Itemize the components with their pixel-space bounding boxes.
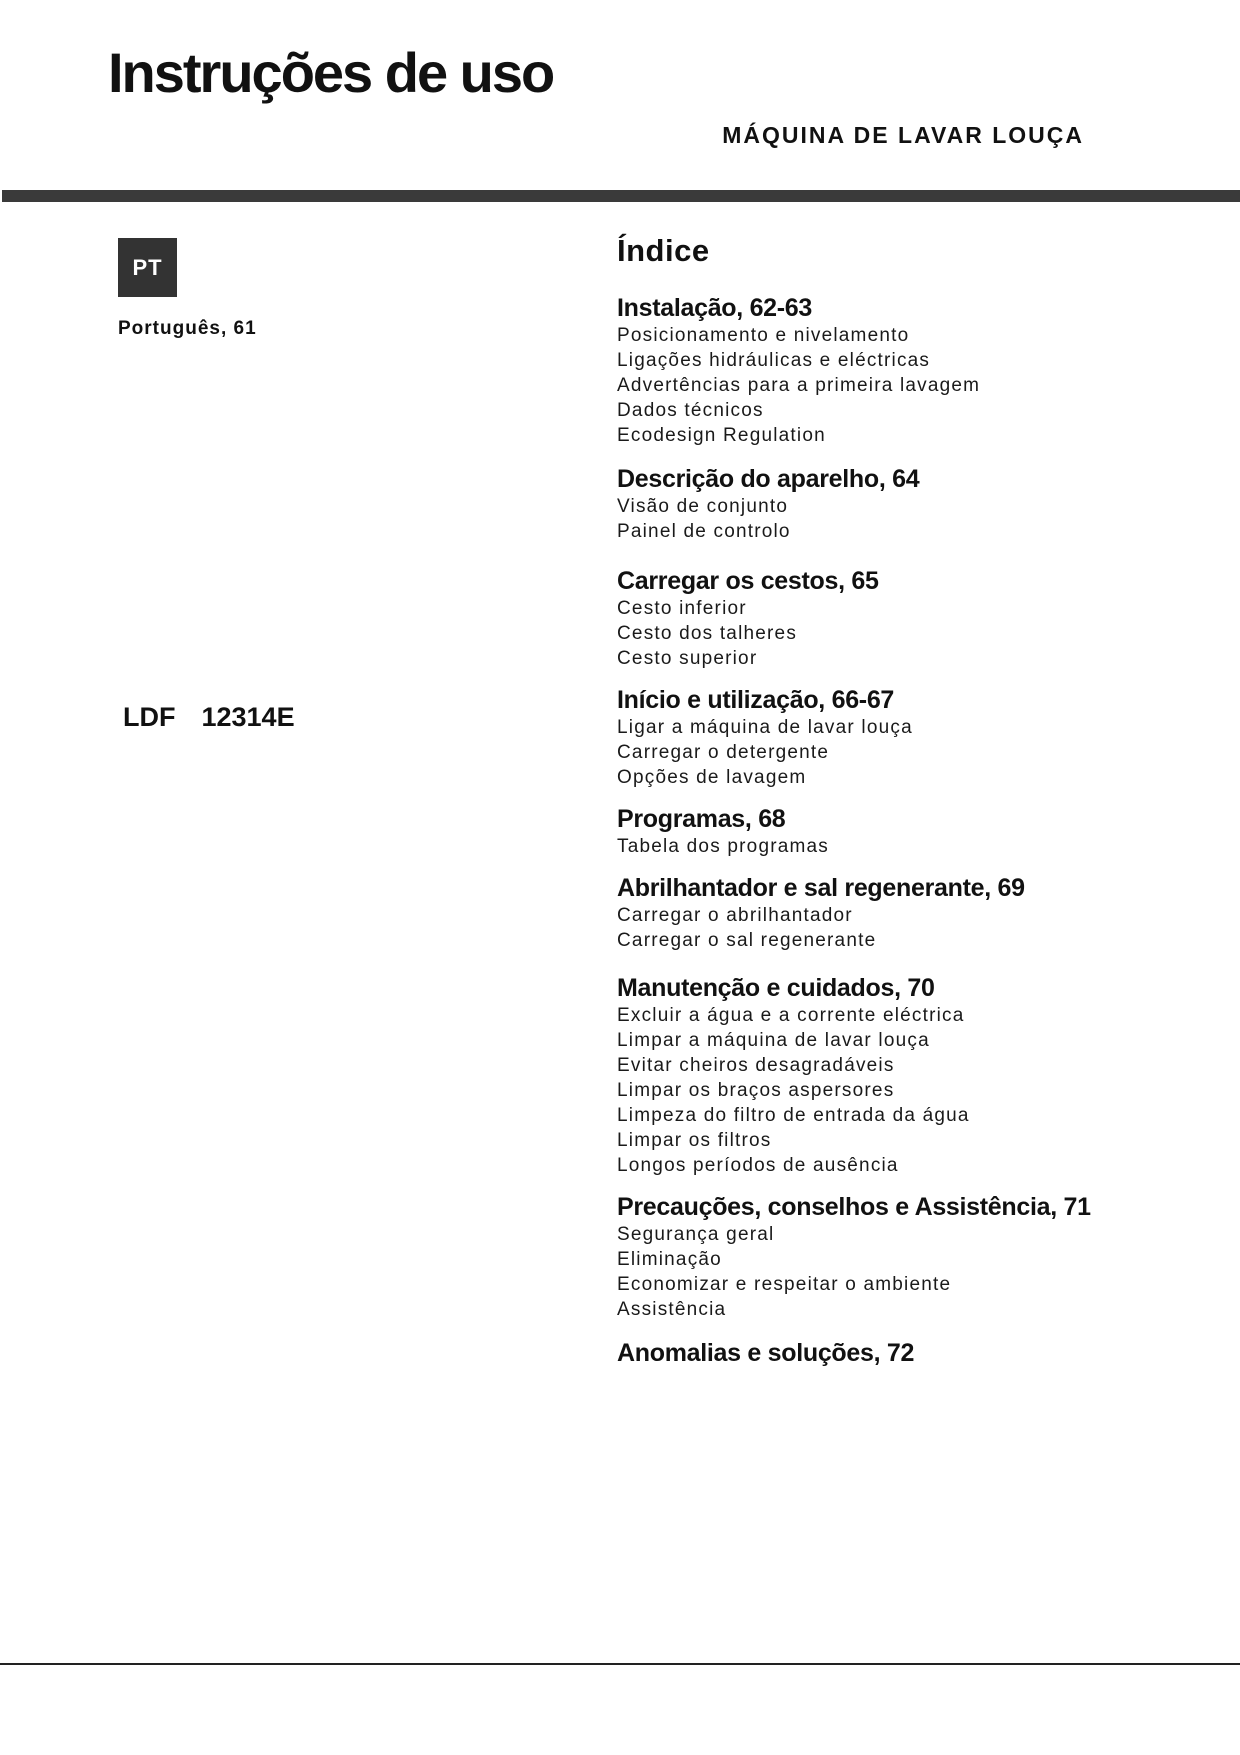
toc-section	[617, 685, 1217, 790]
index-heading: Índice	[617, 233, 710, 268]
toc-item: Dados técnicos	[617, 400, 764, 422]
toc-section	[617, 1338, 1217, 1368]
document-title: Instruções de uso	[108, 41, 554, 104]
toc-section-items	[617, 323, 1217, 448]
toc-section-items	[617, 1222, 1217, 1322]
model-code: 12314E	[201, 702, 295, 732]
toc-item: Excluir a água e a corrente eléctrica	[617, 1005, 965, 1027]
index-sections	[617, 293, 1217, 1368]
toc-item: Longos períodos de ausência	[617, 1155, 899, 1177]
toc-item: Carregar o abrilhantador	[617, 905, 853, 927]
toc-item: Carregar o detergente	[617, 742, 830, 764]
footer-divider	[0, 1663, 1240, 1665]
toc-section-title: Programas, 68	[617, 805, 786, 834]
toc-item: Eliminação	[617, 1249, 722, 1271]
toc-section-title: Descrição do aparelho, 64	[617, 465, 920, 494]
toc-section-items	[617, 494, 1217, 544]
toc-item: Painel de controlo	[617, 521, 791, 543]
toc-item: Posicionamento e nivelamento	[617, 325, 910, 347]
toc-section	[617, 566, 1217, 671]
toc-item: Cesto superior	[617, 648, 758, 670]
toc-item: Cesto inferior	[617, 598, 747, 620]
toc-section	[617, 973, 1217, 1178]
header-divider	[2, 190, 1240, 202]
toc-item: Carregar o sal regenerante	[617, 930, 877, 952]
toc-item: Ligar a máquina de lavar louça	[617, 717, 913, 739]
toc-item: Limpeza do filtro de entrada da água	[617, 1105, 970, 1127]
toc-item: Ligações hidráulicas e eléctricas	[617, 350, 931, 372]
toc-item: Assistência	[617, 1299, 727, 1321]
toc-item: Economizar e respeitar o ambiente	[617, 1274, 952, 1296]
toc-item: Limpar os braços aspersores	[617, 1080, 895, 1102]
toc-section-items	[617, 596, 1217, 671]
toc-section-title: Instalação, 62-63	[617, 294, 813, 323]
toc-item: Segurança geral	[617, 1224, 775, 1246]
toc-section	[617, 464, 1217, 544]
toc-section	[617, 293, 1217, 448]
language-badge: PT	[118, 238, 177, 297]
table-of-contents	[617, 232, 1217, 1368]
toc-item: Opções de lavagem	[617, 767, 807, 789]
language-label: Português, 61	[118, 318, 257, 339]
toc-item: Cesto dos talheres	[617, 623, 798, 645]
toc-section-items	[617, 1003, 1217, 1178]
toc-section	[617, 1192, 1217, 1322]
toc-section	[617, 804, 1217, 859]
toc-item: Tabela dos programas	[617, 836, 829, 858]
toc-section-items	[617, 903, 1217, 953]
toc-section-title: Precauções, conselhos e Assistência, 71	[617, 1193, 1091, 1222]
toc-section-items	[617, 834, 1217, 859]
product-subtitle: MÁQUINA DE LAVAR LOUÇA	[722, 122, 1084, 148]
toc-item: Limpar a máquina de lavar louça	[617, 1030, 930, 1052]
toc-section-title: Anomalias e soluções, 72	[617, 1339, 915, 1368]
model-prefix: LDF	[123, 702, 176, 732]
toc-section	[617, 873, 1217, 953]
toc-item: Visão de conjunto	[617, 496, 789, 518]
toc-section-title: Manutenção e cuidados, 70	[617, 974, 935, 1003]
toc-section-title: Carregar os cestos, 65	[617, 567, 879, 596]
toc-item: Limpar os filtros	[617, 1130, 772, 1152]
toc-section-items	[617, 715, 1217, 790]
toc-section-title: Abrilhantador e sal regenerante, 69	[617, 874, 1025, 903]
toc-section-title: Início e utilização, 66-67	[617, 686, 895, 715]
model-number	[123, 702, 295, 733]
toc-item: Advertências para a primeira lavagem	[617, 375, 981, 397]
toc-item: Ecodesign Regulation	[617, 425, 826, 447]
toc-item: Evitar cheiros desagradáveis	[617, 1055, 895, 1077]
